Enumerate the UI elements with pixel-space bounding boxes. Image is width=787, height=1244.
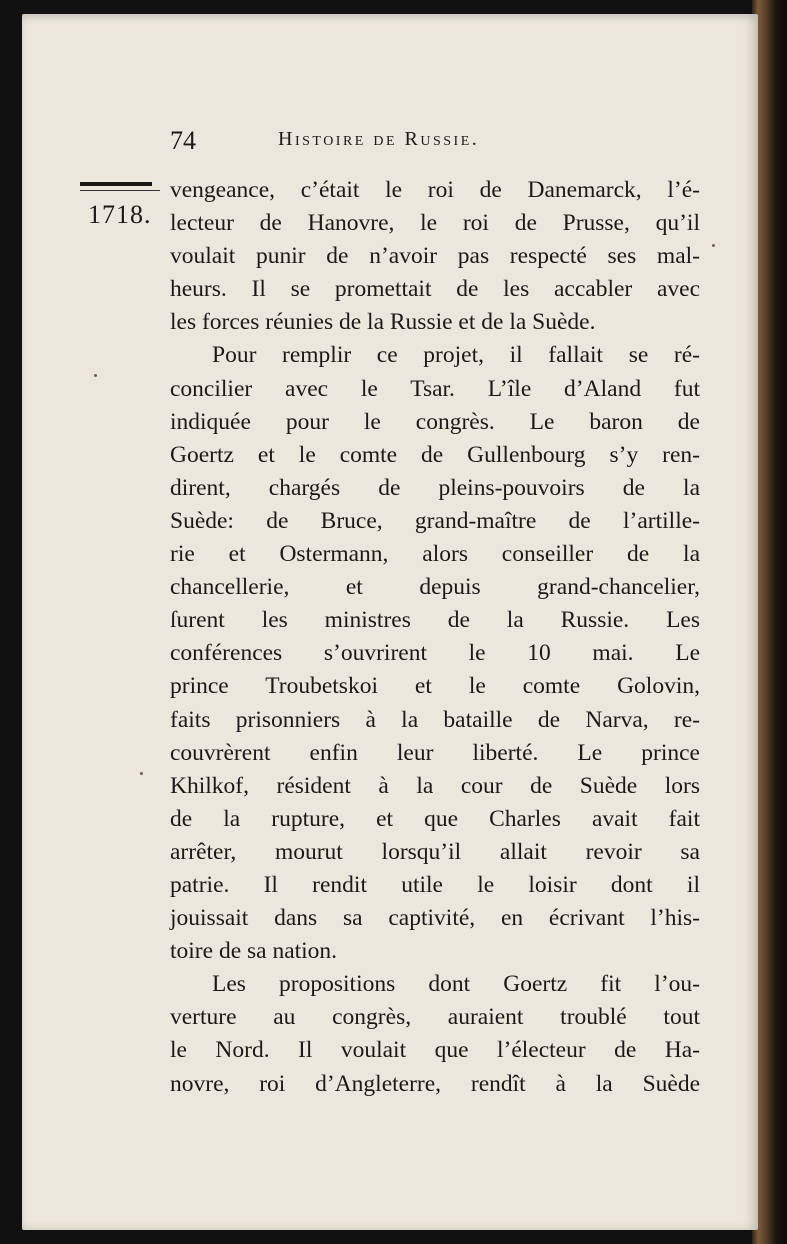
text-line: concilier avec le Tsar. L’île d’Aland fut [170, 375, 700, 402]
text-line: arrêter, mourut lorsqu’il allait revoir sa [170, 838, 700, 865]
text-line: Khilkof, résident à la cour de Suède lors [170, 772, 700, 799]
text-line: rie et Ostermann, alors conseiller de la [170, 541, 700, 568]
text-line: lecteur de Hanovre, le roi de Prusse, qu’il [170, 210, 700, 237]
text-line: vengeance, c’était le roi de Danemarck, l’é- [170, 177, 700, 203]
text-line: heurs. Il se promettait de les accabler avec [170, 276, 700, 303]
text-line: le Nord. Il voulait que l’électeur de Ha- [170, 1037, 700, 1064]
text-line: de la rupture, et que Charles avait fait [170, 805, 700, 832]
text-line: voulait punir de n’avoir pas respecté ses mal- [170, 243, 700, 270]
text-line: toire de sa nation. [170, 938, 338, 965]
text-line: les forces réunies de la Russie et de la Suède. [170, 309, 596, 336]
text-line: conférences s’ouvrirent le 10 mai. Le [170, 640, 700, 667]
text-line: Suède: de Bruce, grand-maître de l’artille- [170, 507, 700, 534]
text-line: couvrèrent enfin leur liberté. Le prince [170, 739, 700, 766]
running-head: Histoire de Russie. [278, 128, 480, 150]
text-line: novre, roi d’Angleterre, rendît à la Suède [170, 1070, 700, 1097]
paper-speck [712, 244, 715, 247]
text-line: chancellerie, et depuis grand-chancelier, [170, 574, 700, 601]
text-line: prince Troubetskoi et le comte Golovin, [170, 673, 700, 700]
page-header [22, 126, 758, 160]
margin-year-note: 1718. [88, 200, 152, 229]
text-line: Pour remplir ce projet, il fallait se ré- [212, 342, 700, 369]
page-number: 74 [170, 126, 196, 155]
text-line: verture au congrès, auraient troublé tout [170, 1004, 700, 1031]
text-line: Les propositions dont Goertz fit l’ou- [212, 971, 700, 998]
body-text [170, 174, 700, 1101]
text-line: dirent, chargés de pleins-pouvoirs de la [170, 474, 700, 501]
paper-speck [94, 374, 97, 377]
text-line: Goertz et le comte de Gullenbourg s’y ren- [170, 441, 700, 468]
text-line: indiquée pour le congrès. Le baron de [170, 408, 700, 435]
paper-speck [140, 772, 143, 775]
text-line: patrie. Il rendit utile le loisir dont il [170, 871, 700, 898]
margin-rule [80, 182, 160, 196]
book-page [22, 14, 758, 1230]
text-line: jouissait dans sa captivité, en écrivant l’his- [170, 905, 700, 932]
text-line: faits prisonniers à la bataille de Narva, re- [170, 706, 700, 733]
text-line: ſurent les ministres de la Russie. Les [170, 607, 700, 634]
